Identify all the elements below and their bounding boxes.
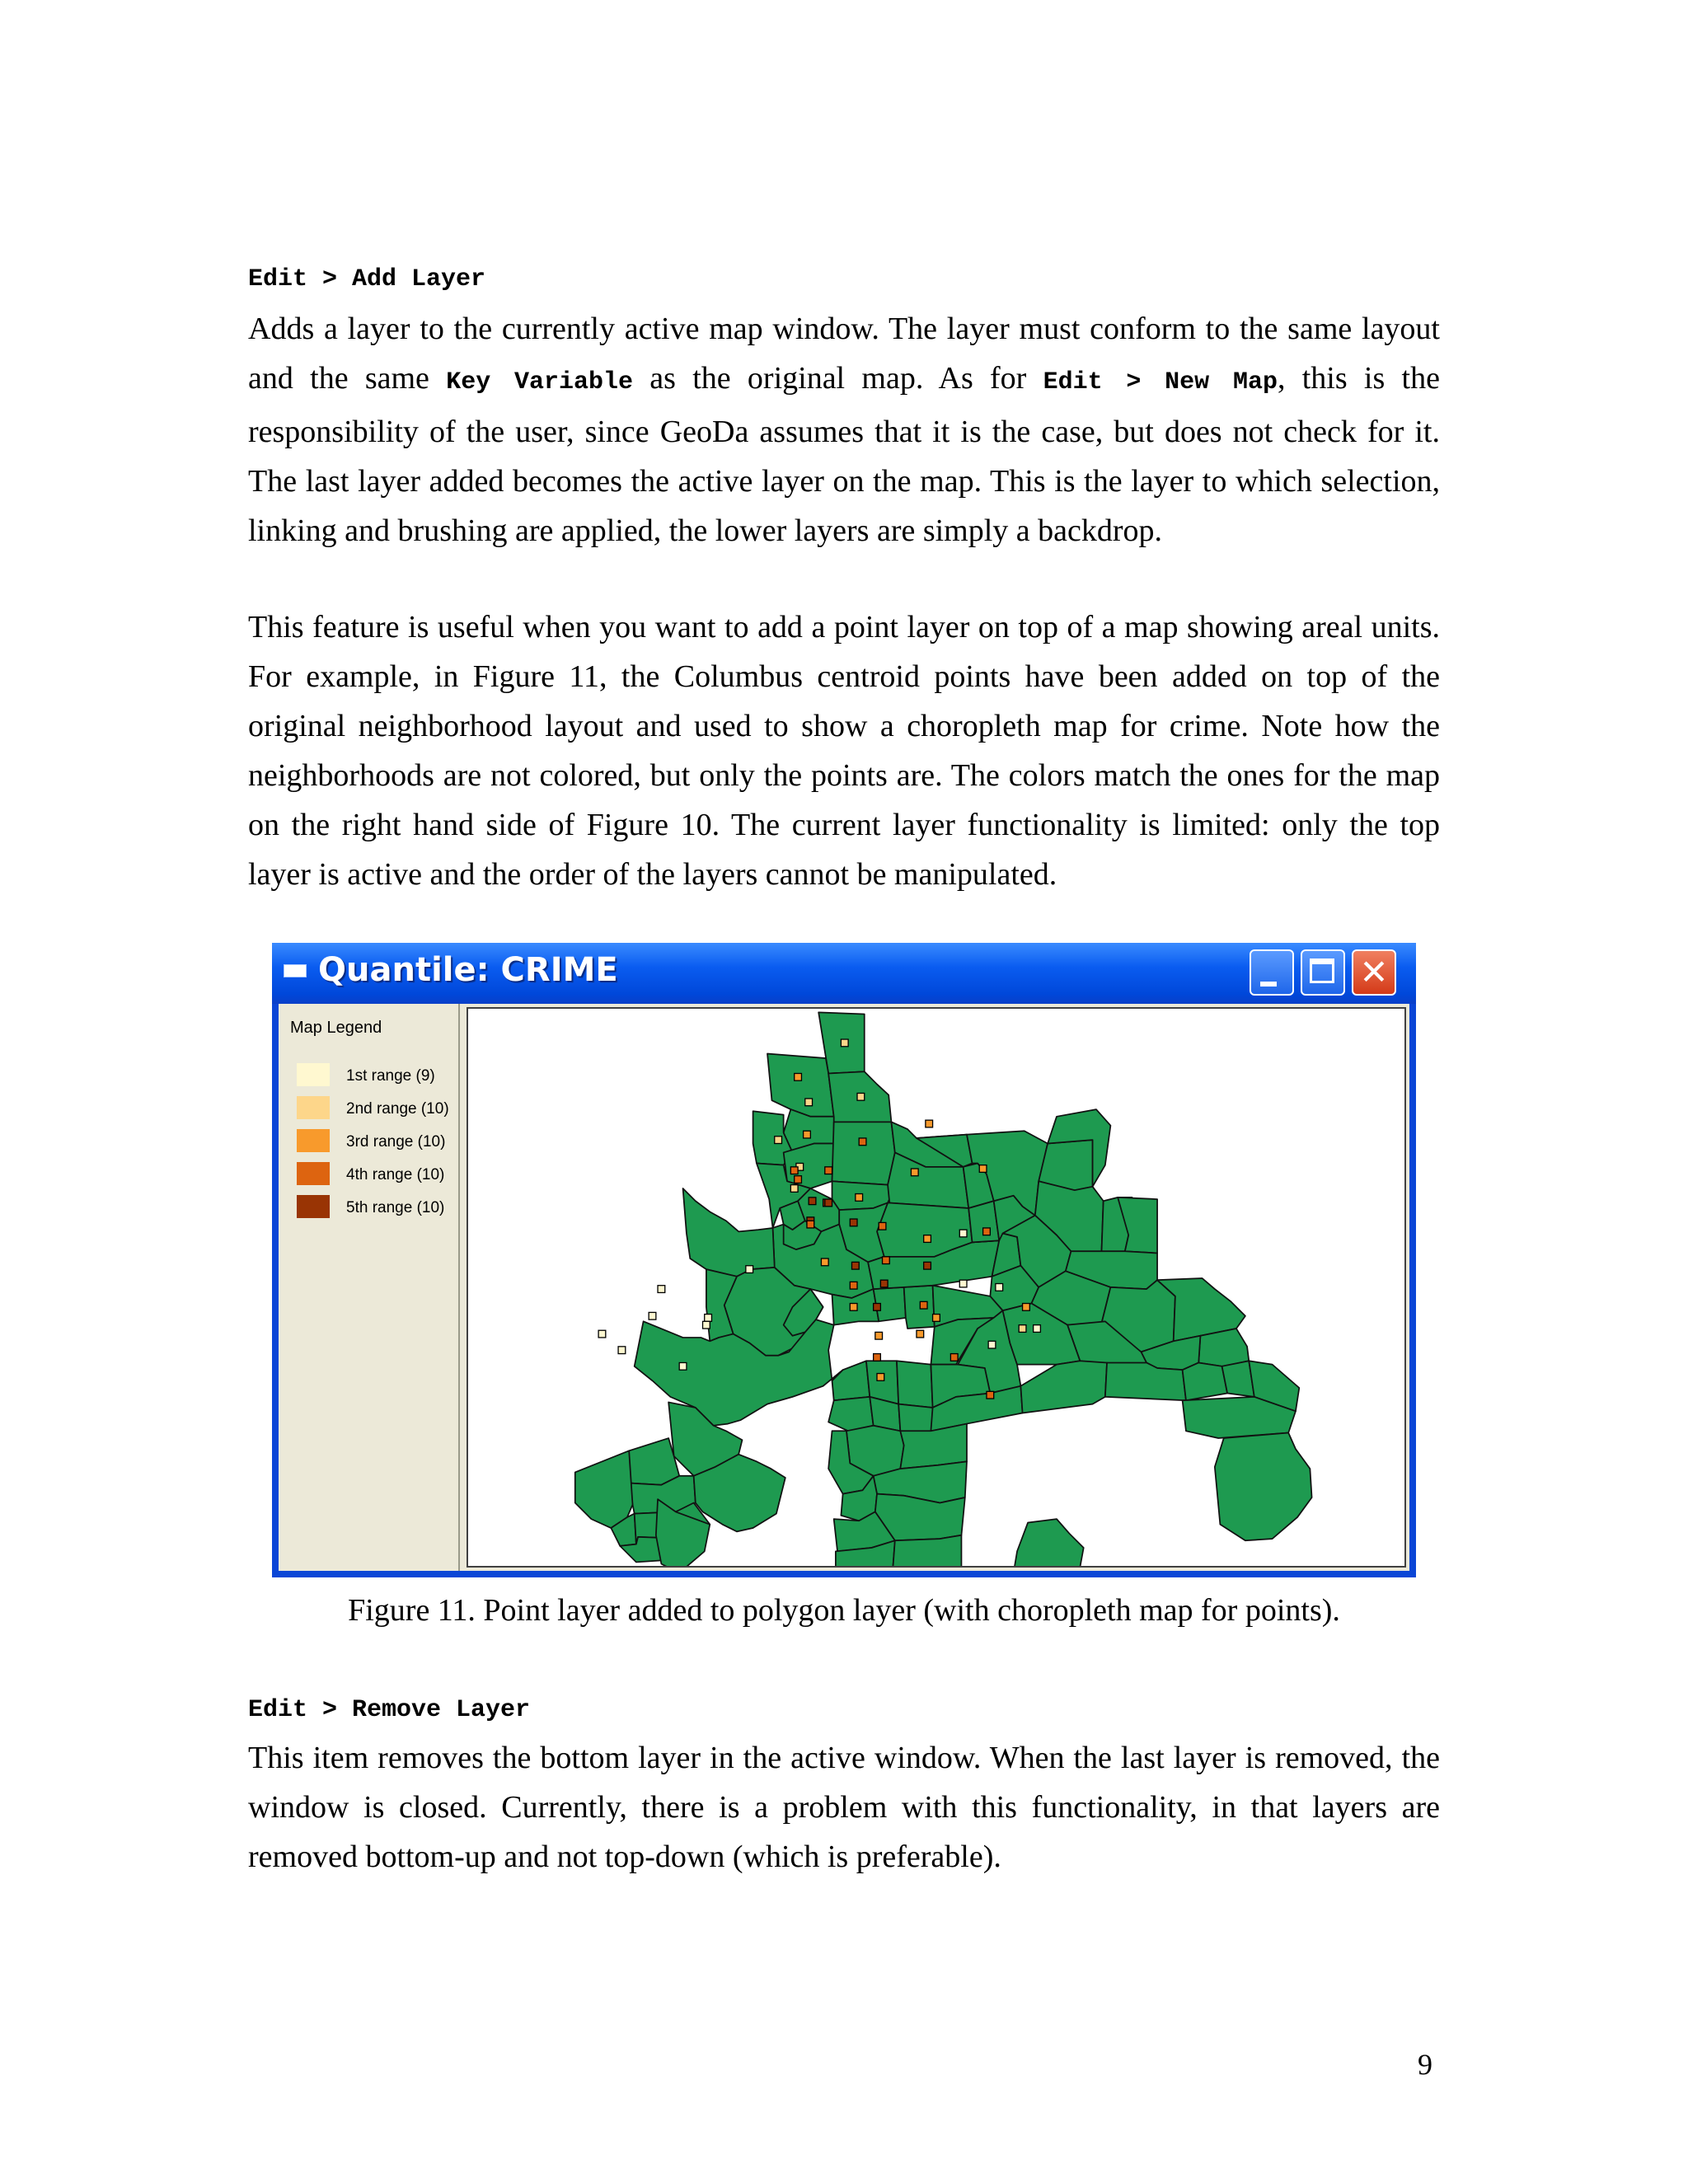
centroid-point[interactable] bbox=[926, 1120, 933, 1127]
map-window bbox=[272, 943, 1416, 1577]
centroid-point[interactable] bbox=[679, 1362, 687, 1370]
remove-layer-paragraph: This item removes the bottom layer in the active window. When the last layer is removed, the window is closed. Currently, there is a problem with this functionality, in that layers are removed bottom-up and not top-down (which is preferable). bbox=[248, 1741, 1440, 1874]
neighborhood-polygon[interactable] bbox=[832, 1361, 870, 1400]
centroid-point[interactable] bbox=[851, 1262, 859, 1269]
neighborhood-polygon[interactable] bbox=[900, 1424, 967, 1469]
window-title: Quantile: CRIME bbox=[318, 951, 618, 989]
centroid-point[interactable] bbox=[983, 1228, 991, 1235]
legend-swatch bbox=[297, 1162, 330, 1185]
centroid-point[interactable] bbox=[959, 1280, 967, 1287]
neighborhood-polygon[interactable] bbox=[683, 1188, 775, 1277]
minimize-button[interactable] bbox=[1250, 949, 1294, 996]
centroid-point[interactable] bbox=[874, 1304, 881, 1311]
maximize-icon bbox=[1310, 958, 1334, 983]
centroid-point[interactable] bbox=[804, 1131, 811, 1138]
centroid-point[interactable] bbox=[809, 1197, 816, 1205]
maximize-button[interactable] bbox=[1301, 949, 1345, 996]
centroid-point[interactable] bbox=[805, 1099, 813, 1106]
add-layer-paragraph-2: This feature is useful when you want to add a point layer on top of a map showing areal units. For example, in Figure 11, the Columbus centroid points have been added on top of the original neighborhood layout and used to show a choropleth map for crime. Note how the neighborhoods are not colored, but only the points are. The colors match the ones for the map on the right hand side of Figure 10. The current layer functionality is limited: only the top layer is active and the order of the layers cannot be manipulated. bbox=[248, 610, 1440, 892]
centroid-point[interactable] bbox=[775, 1137, 782, 1144]
centroid-point[interactable] bbox=[746, 1266, 753, 1273]
minimize-icon bbox=[1260, 982, 1277, 987]
centroid-point[interactable] bbox=[883, 1257, 890, 1264]
centroid-point[interactable] bbox=[1023, 1304, 1030, 1311]
neighborhood-polygon[interactable] bbox=[897, 1361, 933, 1408]
window-client-area bbox=[279, 1004, 1409, 1571]
legend-label: 4th range (10) bbox=[346, 1166, 445, 1183]
centroid-point[interactable] bbox=[649, 1312, 656, 1319]
centroid-point[interactable] bbox=[795, 1176, 802, 1183]
centroid-point[interactable] bbox=[875, 1332, 883, 1339]
centroid-point[interactable] bbox=[703, 1321, 710, 1329]
centroid-point[interactable] bbox=[933, 1315, 940, 1322]
legend-label: 2nd range (10) bbox=[346, 1100, 449, 1118]
text-run: as the original map. As for bbox=[633, 361, 1043, 396]
legend-swatch bbox=[297, 1096, 330, 1119]
text-run: Adds a layer to the currently active map window. The layer must conform to the same layout and the same bbox=[248, 312, 1440, 396]
centroid-point[interactable] bbox=[911, 1169, 918, 1176]
legend-label: 5th range (10) bbox=[346, 1199, 445, 1216]
window-app-icon bbox=[284, 964, 307, 977]
neighborhood-polygon[interactable] bbox=[1215, 1432, 1312, 1540]
centroid-point[interactable] bbox=[880, 1280, 888, 1287]
neighborhood-polygon[interactable] bbox=[629, 1438, 679, 1485]
neighborhood-polygon[interactable] bbox=[828, 1397, 874, 1431]
neighborhood-polygon[interactable] bbox=[784, 1144, 834, 1189]
centroid-point[interactable] bbox=[790, 1185, 798, 1193]
centroid-point[interactable] bbox=[825, 1167, 832, 1174]
remove-layer-heading: Edit > Remove Layer bbox=[248, 1696, 531, 1724]
centroid-point[interactable] bbox=[821, 1258, 828, 1266]
centroid-point[interactable] bbox=[705, 1315, 712, 1322]
centroid-point[interactable] bbox=[959, 1230, 967, 1237]
centroid-point[interactable] bbox=[996, 1284, 1003, 1291]
centroid-point[interactable] bbox=[790, 1167, 798, 1174]
centroid-point[interactable] bbox=[979, 1165, 987, 1173]
centroid-point[interactable] bbox=[1019, 1325, 1026, 1333]
neighborhood-polygon[interactable] bbox=[1198, 1329, 1249, 1366]
centroid-point[interactable] bbox=[950, 1354, 958, 1361]
neighborhood-polygon[interactable] bbox=[891, 1535, 961, 1566]
new-map-code: Edit > New Map bbox=[1043, 368, 1278, 396]
centroid-point[interactable] bbox=[917, 1330, 924, 1338]
centroid-point[interactable] bbox=[807, 1221, 814, 1228]
map-legend-title: Map Legend bbox=[290, 1019, 382, 1037]
map-frame bbox=[463, 1004, 1409, 1571]
centroid-point[interactable] bbox=[618, 1347, 626, 1354]
centroid-point[interactable] bbox=[859, 1138, 866, 1146]
add-layer-heading: Edit > Add Layer bbox=[248, 265, 486, 293]
neighborhood-polygon[interactable] bbox=[832, 1122, 895, 1184]
centroid-point[interactable] bbox=[877, 1374, 884, 1381]
centroid-point[interactable] bbox=[988, 1341, 996, 1348]
figure-caption: Figure 11. Point layer added to polygon layer (with choropleth map for points). bbox=[348, 1593, 1340, 1628]
centroid-point[interactable] bbox=[795, 1073, 802, 1080]
map-legend-panel bbox=[279, 1004, 460, 1571]
centroid-point[interactable] bbox=[658, 1286, 665, 1293]
centroid-point[interactable] bbox=[598, 1330, 606, 1338]
centroid-point[interactable] bbox=[850, 1282, 857, 1289]
centroid-point[interactable] bbox=[850, 1304, 857, 1311]
centroid-point[interactable] bbox=[920, 1301, 927, 1309]
centroid-point[interactable] bbox=[850, 1219, 857, 1226]
page-number: 9 bbox=[1418, 2048, 1432, 2081]
centroid-point[interactable] bbox=[924, 1262, 931, 1269]
map-canvas[interactable] bbox=[467, 1007, 1406, 1568]
close-icon: ✕ bbox=[1359, 952, 1389, 992]
legend-swatch bbox=[297, 1129, 330, 1152]
close-button[interactable] bbox=[1352, 949, 1396, 996]
add-layer-paragraph-1 bbox=[248, 304, 1440, 555]
centroid-point[interactable] bbox=[841, 1039, 848, 1047]
window-titlebar bbox=[272, 943, 1416, 1004]
neighborhood-polygon[interactable] bbox=[767, 1054, 834, 1117]
neighborhood-polygon[interactable] bbox=[1012, 1519, 1084, 1566]
centroid-point[interactable] bbox=[857, 1093, 865, 1100]
centroid-point[interactable] bbox=[879, 1222, 886, 1230]
centroid-point[interactable] bbox=[825, 1199, 832, 1207]
columbus-neighborhood-map[interactable] bbox=[468, 1009, 1404, 1566]
centroid-point[interactable] bbox=[987, 1391, 994, 1399]
neighborhood-polygon[interactable] bbox=[1183, 1362, 1228, 1400]
neighborhood-polygon[interactable] bbox=[1020, 1361, 1107, 1413]
neighborhood-polygon[interactable] bbox=[904, 1286, 935, 1329]
centroid-point[interactable] bbox=[1034, 1325, 1041, 1333]
text-run: , this is the responsibility of the user, since GeoDa assumes that it is the case, but does not check for it. The last layer added becomes the active layer on the map. This is the layer to which selection, linking and brushing are applied, the lower layers are simply a backdrop. bbox=[248, 361, 1440, 548]
neighborhood-polygon[interactable] bbox=[575, 1451, 633, 1528]
centroid-point[interactable] bbox=[874, 1354, 881, 1361]
centroid-point[interactable] bbox=[856, 1194, 863, 1202]
legend-swatch bbox=[297, 1063, 330, 1086]
legend-label: 1st range (9) bbox=[346, 1067, 435, 1085]
legend-swatch bbox=[297, 1195, 330, 1218]
legend-label: 3rd range (10) bbox=[346, 1133, 446, 1151]
key-variable-code: Key Variable bbox=[446, 368, 634, 396]
centroid-point[interactable] bbox=[924, 1235, 931, 1243]
